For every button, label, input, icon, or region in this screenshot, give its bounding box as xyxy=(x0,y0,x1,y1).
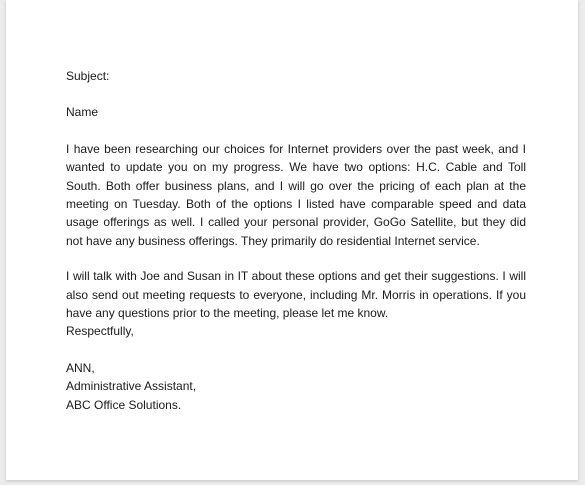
spacer xyxy=(66,250,526,267)
body-paragraph-1: I have been researching our choices for Internet providers over the past week, and I wanted to update you on my progress. We have two options: H.C. Cable and Toll South. Both offer business plans, and I will go over the pricing of each plan at the meeting on Tuesday. Both of the options I listed have comparable speed and data usage offerings as well. I called your personal provider, GoGo Satellite, but they did not have any business offerings. They primarily do residential Internet service. xyxy=(66,141,526,248)
spacer xyxy=(66,85,526,103)
signature-company: ABC Office Solutions. xyxy=(66,397,182,412)
recipient-name: Name xyxy=(66,105,99,120)
subject-label: Subject: xyxy=(66,69,110,83)
body-paragraph-2: I will talk with Joe and Susan in IT about these options and get their suggestions. I will also send out meeting requests to everyone, including Mr. Morris in operations. If you have any questions prior to the meeting, please let me know. xyxy=(66,269,526,321)
spacer xyxy=(66,341,526,359)
spacer xyxy=(66,122,526,140)
letter-body xyxy=(66,67,526,414)
signature-name: ANN, xyxy=(66,360,95,375)
closing: Respectfully, xyxy=(66,324,134,339)
signature-title: Administrative Assistant, xyxy=(66,379,197,394)
document-page xyxy=(6,0,578,480)
